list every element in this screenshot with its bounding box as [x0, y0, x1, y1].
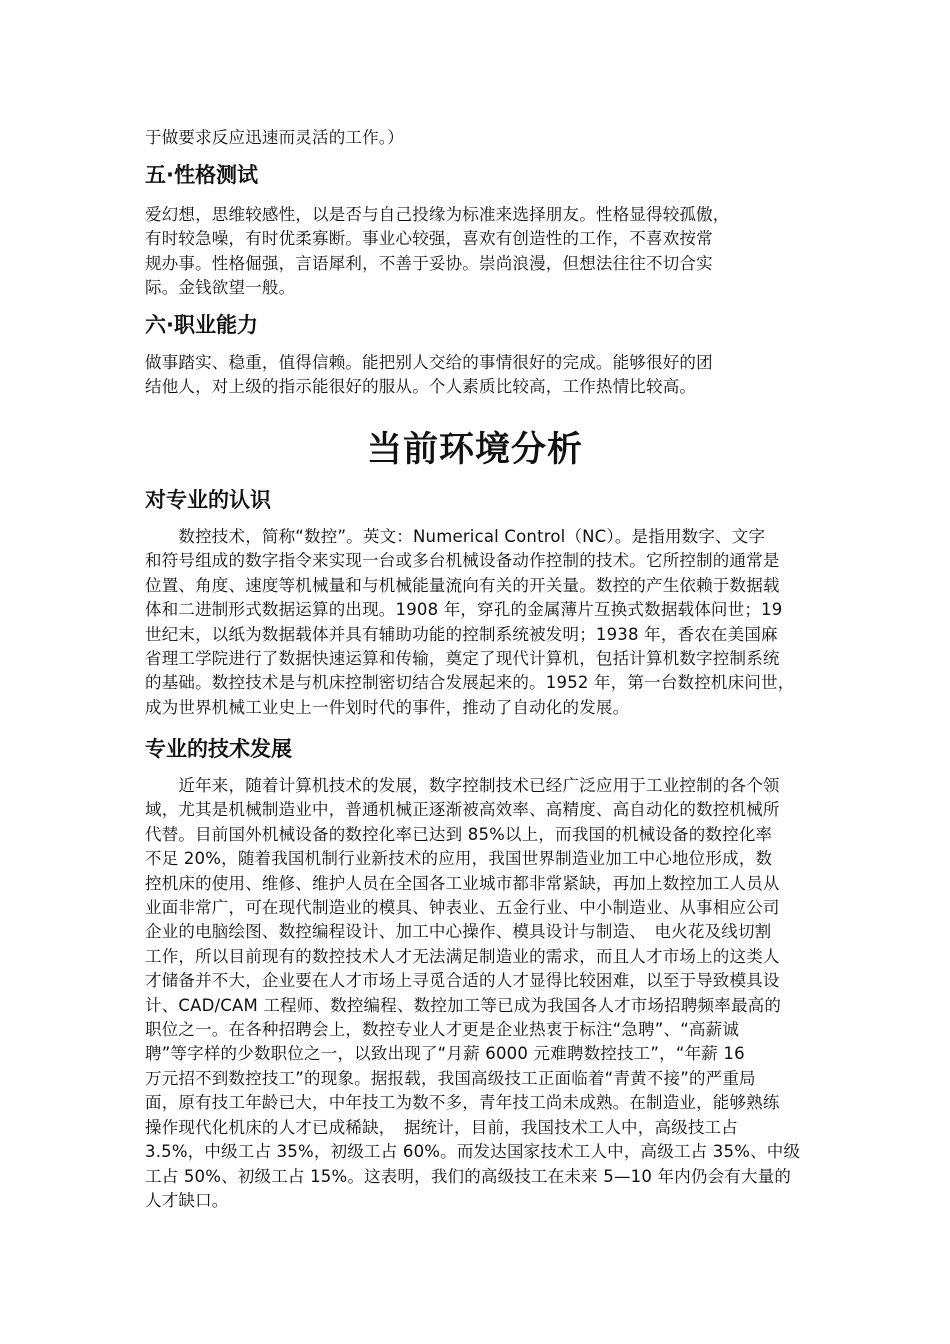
text-line: 体和二进制形式数据运算的出现。1908 年，穿孔的金属薄片互换式数据载体问世；19	[145, 600, 783, 620]
text-line: 规办事。性格倔强，言语犀利，不善于妥协。崇尚浪漫，但想法往往不切合实	[145, 253, 713, 273]
text-line: 的基础。数控技术是与机床控制密切结合发展起来的。1952 年，第一台数控机床问世，	[145, 673, 795, 693]
text-line: 代替。目前国外机械设备的数控化率已达到 85%以上，而我国的机械设备的数控化率	[145, 824, 773, 844]
text-line: 世纪末，以纸为数据载体并具有辅助功能的控制系统被发明；1938 年，香农在美国麻	[145, 624, 778, 644]
section-heading-major: 对专业的认识	[145, 488, 271, 512]
text-line: 结他人，对上级的指示能很好的服从。个人素质比较高，工作热情比较高。	[145, 377, 697, 397]
text-line: 成为世界机械工业史上一件划时代的事件，推动了自动化的发展。	[145, 697, 630, 717]
text-line: 才储备并不大，企业要在人才市场上寻觅合适的人才显得比较困难，以至于导致模具设	[145, 971, 780, 991]
section-heading-personality: 五·性格测试	[145, 163, 258, 187]
career-ability-paragraph	[145, 351, 810, 400]
text-line: 万元招不到数控技工”的现象。据报载，我国高级技工正面临着“青黄不接”的严重局	[145, 1068, 756, 1088]
text-line: 近年来，随着计算机技术的发展，数字控制技术已经广泛应用于工业控制的各个领	[145, 776, 780, 795]
continued-paragraph	[145, 126, 810, 150]
text-line: 爱幻想，思维较感性，以是否与自己投缘为标准来选择朋友。性格显得较孤傲，	[145, 205, 730, 224]
text-line: 数控技术，简称“数控”。英文：Numerical Control（NC）。是指用数字、文字	[145, 527, 766, 546]
text-line: 企业的电脑绘图、数控编程设计、加工中心操作、模具设计与制造、 电火花及线切割	[145, 922, 772, 942]
text-line: 省理工学院进行了数据快速运算和传输，奠定了现代计算机，包括计算机数字控制系统	[145, 649, 780, 669]
text-line: 际。金钱欲望一般。	[145, 278, 296, 298]
text-line: 聘”等字样的少数职位之一，以致出现了“月薪 6000 元难聘数控技工”，“年薪 16	[145, 1044, 745, 1064]
text-line: 于做要求反应迅速而灵活的工作。）	[145, 128, 404, 147]
main-title: 当前环境分析	[366, 430, 583, 470]
text-line: 和符号组成的数字指令来实现一台或多台机械设备动作控制的技术。它所控制的通常是	[145, 551, 780, 571]
text-line: 计、CAD/CAM 工程师、数控编程、数控加工等已成为我国各人才市场招聘频率最高的	[145, 995, 782, 1015]
text-line: 3.5%，中级工占 35%，初级工占 60%。而发达国家技术工人中，高级工占 35%、中级	[145, 1142, 801, 1162]
text-line: 操作现代化机床的人才已成稀缺， 据统计，目前，我国技术工人中，高级技工占	[145, 1117, 738, 1137]
text-line: 做事踏实、稳重，值得信赖。能把别人交给的事情很好的完成。能够很好的团	[145, 353, 713, 372]
major-paragraph	[145, 525, 810, 720]
text-line: 业面非常广，可在现代制造业的模具、钟表业、五金行业、中小制造业、从事相应公司	[145, 898, 780, 918]
text-line: 有时较急噪，有时优柔寡断。事业心较强，喜欢有创造性的工作，不喜欢按常	[145, 229, 713, 249]
personality-paragraph	[145, 203, 810, 301]
text-line: 人才缺口。	[145, 1190, 229, 1210]
text-line: 工占 50%、初级工占 15%。这表明，我们的高级技工在未来 5—10 年内仍会有大量的	[145, 1166, 792, 1186]
text-line: 职位之一。在各种招聘会上，数控专业人才更是企业热衷于标注“急聘”、“高薪诚	[145, 1020, 740, 1040]
section-heading-career-ability: 六·职业能力	[145, 313, 258, 337]
section-heading-tech-development: 专业的技术发展	[145, 737, 292, 761]
text-line: 面，原有技工年龄已大，中年技工为数不多，青年技工尚未成熟。在制造业，能够熟练	[145, 1093, 780, 1113]
text-line: 域，尤其是机械制造业中，普通机械正逐渐被高效率、高精度、高自动化的数控机械所	[145, 800, 780, 820]
text-line: 工作，所以目前现有的数控技术人才无法满足制造业的需求，而且人才市场上的这类人	[145, 946, 780, 966]
tech-development-paragraph	[145, 774, 810, 1213]
text-line: 位置、角度、速度等机械量和与机械能量流向有关的开关量。数控的产生依赖于数据载	[145, 575, 780, 595]
text-line: 不足 20%，随着我国机制行业新技术的应用，我国世界制造业加工中心地位形成，数	[145, 849, 773, 869]
text-line: 控机床的使用、维修、维护人员在全国各工业城市都非常紧缺，再加上数控加工人员从	[145, 873, 780, 893]
